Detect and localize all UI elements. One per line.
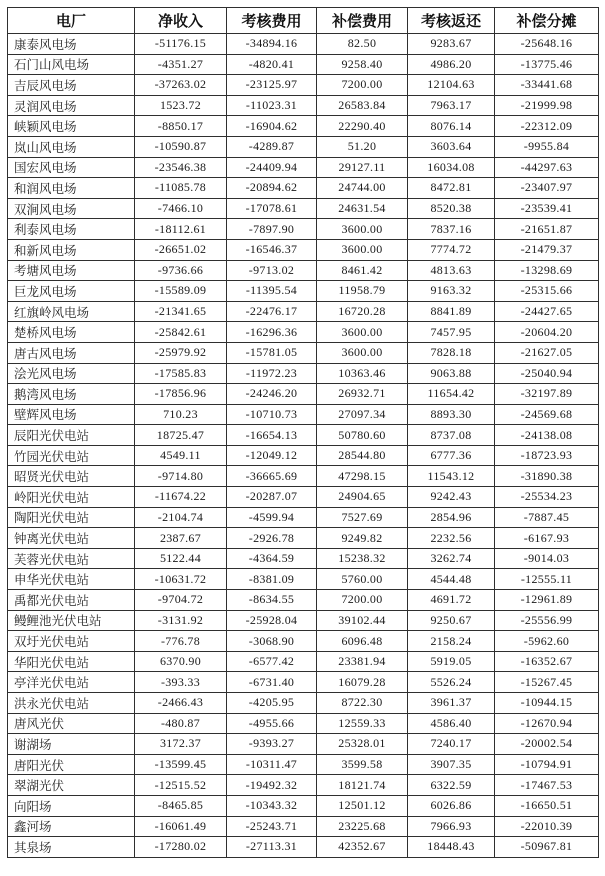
value-cell: -51176.15 (135, 34, 227, 55)
value-cell: -25534.23 (495, 487, 599, 508)
value-cell: -6167.93 (495, 528, 599, 549)
value-cell: 9283.67 (408, 34, 495, 55)
value-cell: 25328.01 (317, 734, 408, 755)
value-cell: 7828.18 (408, 342, 495, 363)
value-cell: -20604.20 (495, 322, 599, 343)
value-cell: 50780.60 (317, 425, 408, 446)
value-cell: -16352.67 (495, 651, 599, 672)
value-cell: -13298.69 (495, 260, 599, 281)
value-cell: -37263.02 (135, 75, 227, 96)
value-cell: -4955.66 (227, 713, 317, 734)
value-cell: -25040.94 (495, 363, 599, 384)
value-cell: 7527.69 (317, 507, 408, 528)
value-cell: -4205.95 (227, 693, 317, 714)
value-cell: 12501.12 (317, 795, 408, 816)
plant-name-cell: 申华光伏电站 (8, 569, 135, 590)
value-cell: 2158.24 (408, 631, 495, 652)
value-cell: 22290.40 (317, 116, 408, 137)
value-cell: -25842.61 (135, 322, 227, 343)
value-cell: -9955.84 (495, 136, 599, 157)
value-cell: -16904.62 (227, 116, 317, 137)
plant-name-cell: 和润风电场 (8, 178, 135, 199)
value-cell: -34894.16 (227, 34, 317, 55)
value-cell: 26583.84 (317, 95, 408, 116)
value-cell: 47298.15 (317, 466, 408, 487)
value-cell: -24427.65 (495, 301, 599, 322)
value-cell: -10590.87 (135, 136, 227, 157)
value-cell: 4986.20 (408, 54, 495, 75)
col-header-plant: 电厂 (8, 8, 135, 34)
plant-name-cell: 红旗岭风电场 (8, 301, 135, 322)
plant-name-cell: 洪永光伏电站 (8, 693, 135, 714)
value-cell: 7966.93 (408, 816, 495, 837)
value-cell: -22010.39 (495, 816, 599, 837)
value-cell: -15267.45 (495, 672, 599, 693)
plant-name-cell: 双涧风电场 (8, 198, 135, 219)
table-row (8, 54, 599, 75)
table-row (8, 384, 599, 405)
value-cell: 24631.54 (317, 198, 408, 219)
value-cell: -23407.97 (495, 178, 599, 199)
table-row (8, 487, 599, 508)
header-row (8, 8, 599, 34)
plant-name-cell: 鳗鲤池光伏电站 (8, 610, 135, 631)
plant-name-cell: 向阳场 (8, 795, 135, 816)
col-header-compensation-share: 补偿分摊 (495, 8, 599, 34)
value-cell: 4813.63 (408, 260, 495, 281)
value-cell: -21651.87 (495, 219, 599, 240)
value-cell: -23546.38 (135, 157, 227, 178)
value-cell: -3068.90 (227, 631, 317, 652)
col-header-net-income: 净收入 (135, 8, 227, 34)
value-cell: -12670.94 (495, 713, 599, 734)
value-cell: 11654.42 (408, 384, 495, 405)
value-cell: 7774.72 (408, 239, 495, 260)
value-cell: -17078.61 (227, 198, 317, 219)
value-cell: -21999.98 (495, 95, 599, 116)
value-cell: 8076.14 (408, 116, 495, 137)
value-cell: 27097.34 (317, 404, 408, 425)
value-cell: 23381.94 (317, 651, 408, 672)
value-cell: -17467.53 (495, 775, 599, 796)
value-cell: -11085.78 (135, 178, 227, 199)
table-row (8, 713, 599, 734)
value-cell: 3600.00 (317, 342, 408, 363)
plant-name-cell: 华阳光伏电站 (8, 651, 135, 672)
value-cell: -24246.20 (227, 384, 317, 405)
value-cell: 9258.40 (317, 54, 408, 75)
value-cell: 24744.00 (317, 178, 408, 199)
plant-name-cell: 昭贤光伏电站 (8, 466, 135, 487)
value-cell: -23539.41 (495, 198, 599, 219)
table-row (8, 672, 599, 693)
value-cell: 3262.74 (408, 548, 495, 569)
plant-name-cell: 利泰风电场 (8, 219, 135, 240)
table-row (8, 281, 599, 302)
plant-name-cell: 双圩光伏电站 (8, 631, 135, 652)
value-cell: -25243.71 (227, 816, 317, 837)
value-cell: 6322.59 (408, 775, 495, 796)
value-cell: -4351.27 (135, 54, 227, 75)
value-cell: 6026.86 (408, 795, 495, 816)
value-cell: -9393.27 (227, 734, 317, 755)
value-cell: 8722.30 (317, 693, 408, 714)
value-cell: 5760.00 (317, 569, 408, 590)
value-cell: -21479.37 (495, 239, 599, 260)
plant-name-cell: 灵润风电场 (8, 95, 135, 116)
table-row (8, 301, 599, 322)
table-row (8, 116, 599, 137)
table-row (8, 507, 599, 528)
col-header-compensation-fee: 补偿费用 (317, 8, 408, 34)
plant-name-cell: 唐阳光伏 (8, 754, 135, 775)
value-cell: 9250.67 (408, 610, 495, 631)
value-cell: 12559.33 (317, 713, 408, 734)
value-cell: 11543.12 (408, 466, 495, 487)
plant-name-cell: 浍光风电场 (8, 363, 135, 384)
value-cell: 4544.48 (408, 569, 495, 590)
value-cell: -7887.45 (495, 507, 599, 528)
plant-name-cell: 唐古风电场 (8, 342, 135, 363)
value-cell: -50967.81 (495, 837, 599, 858)
value-cell: 7200.00 (317, 590, 408, 611)
table-row (8, 795, 599, 816)
value-cell: 18448.43 (408, 837, 495, 858)
value-cell: -15781.05 (227, 342, 317, 363)
value-cell: -13599.45 (135, 754, 227, 775)
value-cell: 8461.42 (317, 260, 408, 281)
table-row (8, 95, 599, 116)
table-row (8, 136, 599, 157)
table-row (8, 651, 599, 672)
table-row (8, 548, 599, 569)
value-cell: -17280.02 (135, 837, 227, 858)
value-cell: -22476.17 (227, 301, 317, 322)
value-cell: 12104.63 (408, 75, 495, 96)
table-row (8, 631, 599, 652)
value-cell: -10710.73 (227, 404, 317, 425)
plant-name-cell: 石门山风电场 (8, 54, 135, 75)
value-cell: 16079.28 (317, 672, 408, 693)
plant-name-cell: 竹园光伏电站 (8, 445, 135, 466)
value-cell: 3600.00 (317, 239, 408, 260)
plant-name-cell: 岭阳光伏电站 (8, 487, 135, 508)
value-cell: -21627.05 (495, 342, 599, 363)
value-cell: -21341.65 (135, 301, 227, 322)
value-cell: -10631.72 (135, 569, 227, 590)
table-row (8, 342, 599, 363)
table-row (8, 404, 599, 425)
value-cell: -10343.32 (227, 795, 317, 816)
value-cell: -17856.96 (135, 384, 227, 405)
value-cell: -15589.09 (135, 281, 227, 302)
value-cell: -9014.03 (495, 548, 599, 569)
value-cell: -16296.36 (227, 322, 317, 343)
value-cell: -20894.62 (227, 178, 317, 199)
table-row (8, 590, 599, 611)
value-cell: 9163.32 (408, 281, 495, 302)
table-row (8, 816, 599, 837)
value-cell: -4599.94 (227, 507, 317, 528)
value-cell: 4586.40 (408, 713, 495, 734)
value-cell: -16546.37 (227, 239, 317, 260)
plant-name-cell: 峡颖风电场 (8, 116, 135, 137)
value-cell: 710.23 (135, 404, 227, 425)
value-cell: 39102.44 (317, 610, 408, 631)
value-cell: 24904.65 (317, 487, 408, 508)
plant-name-cell: 禹都光伏电站 (8, 590, 135, 611)
col-header-assessment-return: 考核返还 (408, 8, 495, 34)
value-cell: 23225.68 (317, 816, 408, 837)
table-row (8, 157, 599, 178)
table-row (8, 363, 599, 384)
value-cell: -16061.49 (135, 816, 227, 837)
value-cell: 5526.24 (408, 672, 495, 693)
value-cell: 7200.00 (317, 75, 408, 96)
value-cell: 2387.67 (135, 528, 227, 549)
value-cell: 26932.71 (317, 384, 408, 405)
plant-name-cell: 陶阳光伏电站 (8, 507, 135, 528)
table-row (8, 178, 599, 199)
value-cell: -10944.15 (495, 693, 599, 714)
value-cell: 3907.35 (408, 754, 495, 775)
value-cell: -12961.89 (495, 590, 599, 611)
plant-name-cell: 芙蓉光伏电站 (8, 548, 135, 569)
value-cell: -33441.68 (495, 75, 599, 96)
table-row (8, 445, 599, 466)
value-cell: -32197.89 (495, 384, 599, 405)
value-cell: 9063.88 (408, 363, 495, 384)
value-cell: -17585.83 (135, 363, 227, 384)
value-cell: -9704.72 (135, 590, 227, 611)
plant-name-cell: 康泰风电场 (8, 34, 135, 55)
value-cell: -22312.09 (495, 116, 599, 137)
value-cell: -20287.07 (227, 487, 317, 508)
value-cell: -9713.02 (227, 260, 317, 281)
value-cell: 2854.96 (408, 507, 495, 528)
table-row (8, 775, 599, 796)
value-cell: -24409.94 (227, 157, 317, 178)
value-cell: -4820.41 (227, 54, 317, 75)
value-cell: -4289.87 (227, 136, 317, 157)
table-row (8, 219, 599, 240)
value-cell: -8634.55 (227, 590, 317, 611)
value-cell: 6096.48 (317, 631, 408, 652)
value-cell: 3600.00 (317, 322, 408, 343)
value-cell: -9736.66 (135, 260, 227, 281)
value-cell: -7466.10 (135, 198, 227, 219)
value-cell: -8465.85 (135, 795, 227, 816)
value-cell: -393.33 (135, 672, 227, 693)
plant-name-cell: 壁辉风电场 (8, 404, 135, 425)
value-cell: -25648.16 (495, 34, 599, 55)
table-row (8, 260, 599, 281)
value-cell: -11674.22 (135, 487, 227, 508)
value-cell: 7963.17 (408, 95, 495, 116)
value-cell: -26651.02 (135, 239, 227, 260)
value-cell: 2232.56 (408, 528, 495, 549)
plant-name-cell: 岚山风电场 (8, 136, 135, 157)
table-row (8, 528, 599, 549)
value-cell: 8737.08 (408, 425, 495, 446)
plant-name-cell: 鑫河场 (8, 816, 135, 837)
value-cell: 28544.80 (317, 445, 408, 466)
value-cell: -16650.51 (495, 795, 599, 816)
value-cell: -4364.59 (227, 548, 317, 569)
table-row (8, 837, 599, 858)
value-cell: -8381.09 (227, 569, 317, 590)
value-cell: -12049.12 (227, 445, 317, 466)
table-row (8, 610, 599, 631)
value-cell: 3603.64 (408, 136, 495, 157)
table-row (8, 734, 599, 755)
plant-name-cell: 楚桥风电场 (8, 322, 135, 343)
value-cell: -24138.08 (495, 425, 599, 446)
table-row (8, 569, 599, 590)
plant-name-cell: 亭洋光伏电站 (8, 672, 135, 693)
table-body (8, 34, 599, 858)
plant-name-cell: 其泉场 (8, 837, 135, 858)
value-cell: 5122.44 (135, 548, 227, 569)
plant-name-cell: 吉辰风电场 (8, 75, 135, 96)
value-cell: -36665.69 (227, 466, 317, 487)
value-cell: 8472.81 (408, 178, 495, 199)
value-cell: -8850.17 (135, 116, 227, 137)
value-cell: 3599.58 (317, 754, 408, 775)
value-cell: 8841.89 (408, 301, 495, 322)
table-row (8, 75, 599, 96)
value-cell: -2104.74 (135, 507, 227, 528)
settlement-table (7, 7, 599, 858)
value-cell: -16654.13 (227, 425, 317, 446)
value-cell: 3600.00 (317, 219, 408, 240)
value-cell: -18112.61 (135, 219, 227, 240)
value-cell: -12555.11 (495, 569, 599, 590)
value-cell: 8893.30 (408, 404, 495, 425)
value-cell: -19492.32 (227, 775, 317, 796)
value-cell: -11023.31 (227, 95, 317, 116)
plant-name-cell: 翠湖光伏 (8, 775, 135, 796)
value-cell: 5919.05 (408, 651, 495, 672)
value-cell: 6370.90 (135, 651, 227, 672)
value-cell: 10363.46 (317, 363, 408, 384)
value-cell: 11958.79 (317, 281, 408, 302)
plant-name-cell: 唐风光伏 (8, 713, 135, 734)
value-cell: 82.50 (317, 34, 408, 55)
value-cell: 4549.11 (135, 445, 227, 466)
plant-name-cell: 考塘风电场 (8, 260, 135, 281)
value-cell: -31890.38 (495, 466, 599, 487)
value-cell: -25556.99 (495, 610, 599, 631)
value-cell: 15238.32 (317, 548, 408, 569)
value-cell: -12515.52 (135, 775, 227, 796)
value-cell: 16034.08 (408, 157, 495, 178)
col-header-assessment-fee: 考核费用 (227, 8, 317, 34)
value-cell: 8520.38 (408, 198, 495, 219)
value-cell: -10794.91 (495, 754, 599, 775)
table-row (8, 466, 599, 487)
value-cell: -2926.78 (227, 528, 317, 549)
value-cell: -6731.40 (227, 672, 317, 693)
value-cell: -480.87 (135, 713, 227, 734)
plant-name-cell: 巨龙风电场 (8, 281, 135, 302)
value-cell: 6777.36 (408, 445, 495, 466)
value-cell: -13775.46 (495, 54, 599, 75)
value-cell: 7837.16 (408, 219, 495, 240)
value-cell: 18121.74 (317, 775, 408, 796)
table-row (8, 322, 599, 343)
value-cell: 51.20 (317, 136, 408, 157)
plant-name-cell: 谢湖场 (8, 734, 135, 755)
value-cell: -9714.80 (135, 466, 227, 487)
value-cell: 16720.28 (317, 301, 408, 322)
value-cell: -25315.66 (495, 281, 599, 302)
value-cell: 9242.43 (408, 487, 495, 508)
table-row (8, 754, 599, 775)
value-cell: -3131.92 (135, 610, 227, 631)
value-cell: -25979.92 (135, 342, 227, 363)
table-row (8, 425, 599, 446)
plant-name-cell: 钟离光伏电站 (8, 528, 135, 549)
plant-name-cell: 和新风电场 (8, 239, 135, 260)
value-cell: 7457.95 (408, 322, 495, 343)
value-cell: 1523.72 (135, 95, 227, 116)
plant-name-cell: 辰阳光伏电站 (8, 425, 135, 446)
value-cell: 7240.17 (408, 734, 495, 755)
value-cell: -25928.04 (227, 610, 317, 631)
value-cell: 9249.82 (317, 528, 408, 549)
value-cell: -23125.97 (227, 75, 317, 96)
value-cell: -6577.42 (227, 651, 317, 672)
value-cell: -20002.54 (495, 734, 599, 755)
table-row (8, 198, 599, 219)
value-cell: -10311.47 (227, 754, 317, 775)
value-cell: 42352.67 (317, 837, 408, 858)
value-cell: 29127.11 (317, 157, 408, 178)
value-cell: 3172.37 (135, 734, 227, 755)
value-cell: -44297.63 (495, 157, 599, 178)
value-cell: -11395.54 (227, 281, 317, 302)
table-row (8, 693, 599, 714)
value-cell: -18723.93 (495, 445, 599, 466)
value-cell: 18725.47 (135, 425, 227, 446)
value-cell: -11972.23 (227, 363, 317, 384)
value-cell: 3961.37 (408, 693, 495, 714)
plant-name-cell: 鹅湾风电场 (8, 384, 135, 405)
value-cell: -2466.43 (135, 693, 227, 714)
value-cell: 4691.72 (408, 590, 495, 611)
value-cell: -5962.60 (495, 631, 599, 652)
plant-name-cell: 国宏风电场 (8, 157, 135, 178)
value-cell: -776.78 (135, 631, 227, 652)
table-row (8, 239, 599, 260)
table-row (8, 34, 599, 55)
value-cell: -7897.90 (227, 219, 317, 240)
value-cell: -27113.31 (227, 837, 317, 858)
value-cell: -24569.68 (495, 404, 599, 425)
